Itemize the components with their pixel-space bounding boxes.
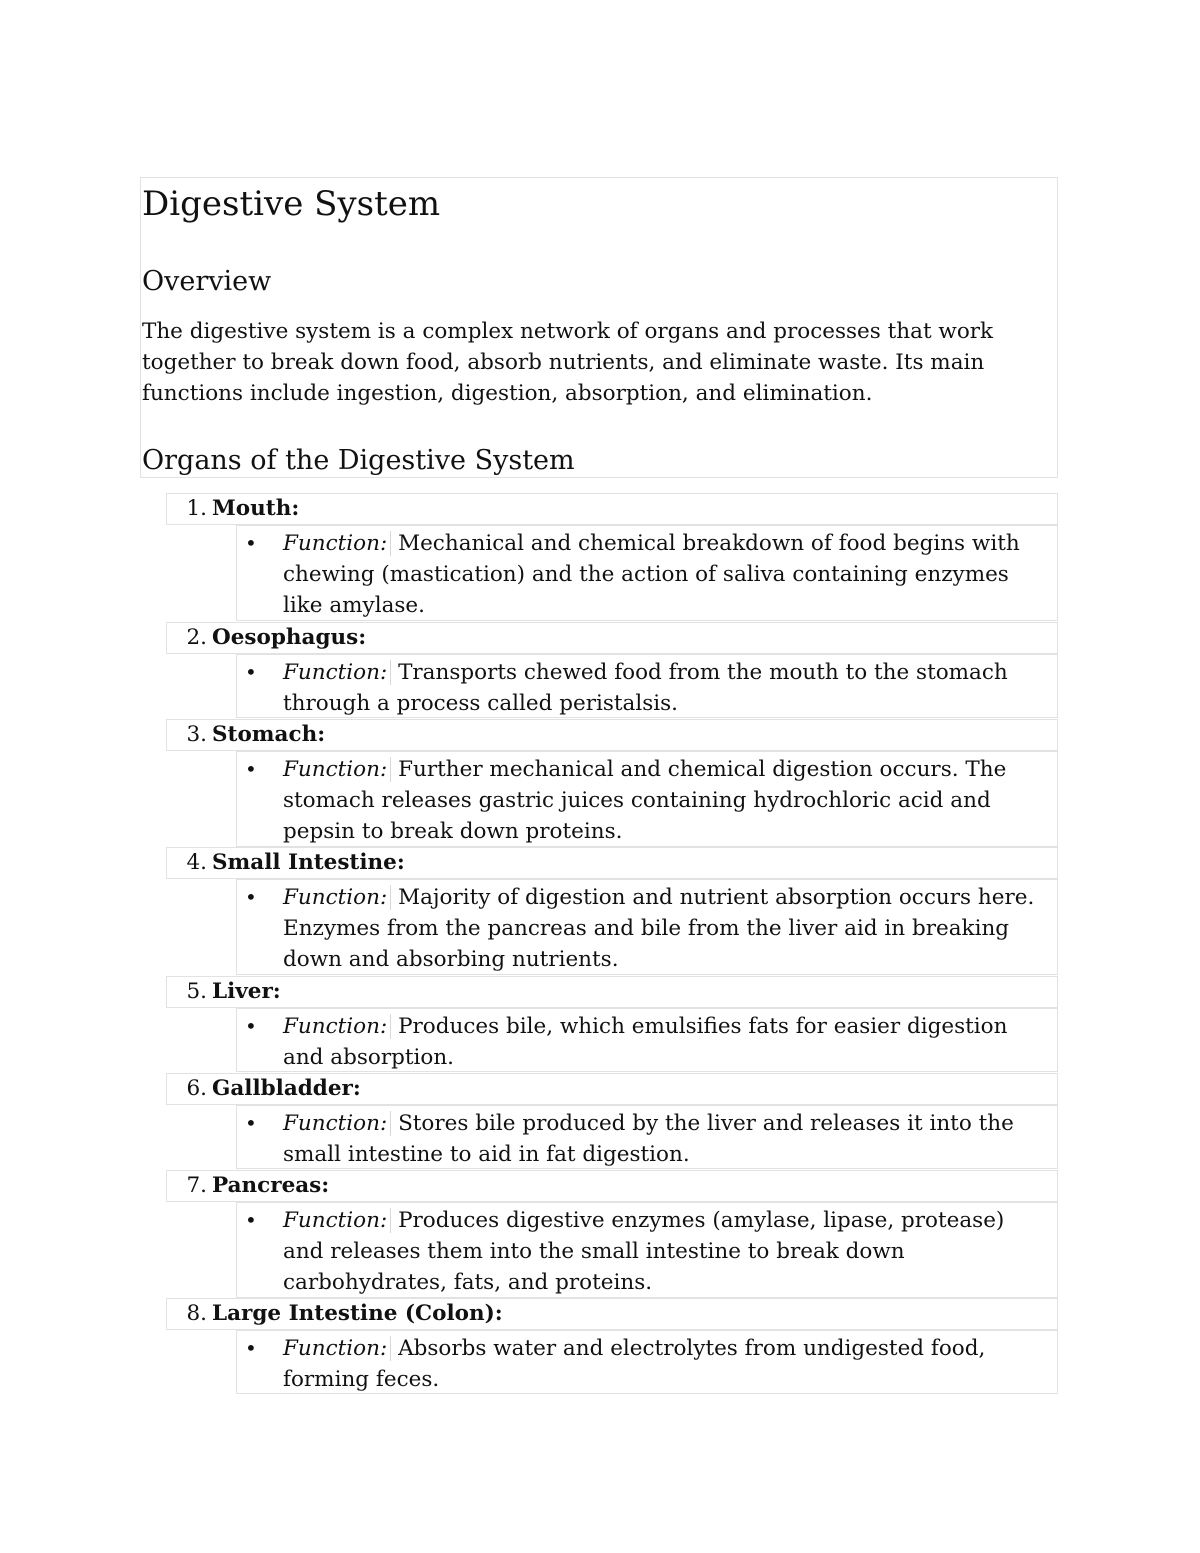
function-description: Stores bile produced by the liver and releases it into the small intestine to aid in fat digestion.	[283, 1111, 1014, 1167]
organ-title-row	[166, 1073, 1058, 1105]
bullet-icon: •	[245, 1111, 257, 1135]
function-label: Function:	[283, 1014, 391, 1039]
function-text	[283, 882, 1051, 975]
function-description: Further mechanical and chemical digestion occurs. The stomach releases gastric juices containing hydrochloric acid and pepsin to break down proteins.	[283, 757, 1007, 844]
bullet-icon: •	[245, 1336, 257, 1360]
function-description: Absorbs water and electrolytes from undigested food, forming feces.	[283, 1336, 986, 1392]
function-row	[236, 751, 1058, 847]
function-label: Function:	[283, 1208, 391, 1233]
document-title: Digestive System	[142, 184, 441, 224]
organ-title-row	[166, 847, 1058, 879]
organ-name: Liver:	[212, 979, 281, 1004]
function-label: Function:	[283, 1336, 391, 1361]
function-text	[283, 1333, 1051, 1395]
list-number: 7.	[186, 1173, 207, 1198]
organ-name: Mouth:	[212, 496, 300, 521]
bullet-icon: •	[245, 1208, 257, 1232]
function-row	[236, 525, 1058, 621]
function-text	[283, 1011, 1051, 1073]
function-label: Function:	[283, 885, 391, 910]
function-text	[283, 1205, 1051, 1298]
organ-name: Stomach:	[212, 722, 326, 747]
organ-title-row	[166, 719, 1058, 751]
function-label: Function:	[283, 660, 391, 685]
bullet-icon: •	[245, 1014, 257, 1038]
organ-name: Large Intestine (Colon):	[212, 1301, 503, 1326]
function-description: Produces digestive enzymes (amylase, lipase, protease) and releases them into the small intestine to break down carbohydrates, fats, and proteins.	[283, 1208, 1005, 1295]
organ-title-row	[166, 976, 1058, 1008]
list-number: 1.	[186, 496, 207, 521]
list-number: 8.	[186, 1301, 207, 1326]
list-number: 4.	[186, 850, 207, 875]
bullet-icon: •	[245, 757, 257, 781]
function-description: Majority of digestion and nutrient absorption occurs here. Enzymes from the pancreas and bile from the liver aid in breaking down and absorbing nutrients.	[283, 885, 1035, 972]
function-description: Produces bile, which emulsifies fats for easier digestion and absorption.	[283, 1014, 1008, 1070]
function-text	[283, 1108, 1051, 1170]
function-row	[236, 1202, 1058, 1298]
organ-name: Oesophagus:	[212, 625, 367, 650]
list-number: 5.	[186, 979, 207, 1004]
bullet-icon: •	[245, 660, 257, 684]
bullet-icon: •	[245, 531, 257, 555]
list-number: 3.	[186, 722, 207, 747]
function-label: Function:	[283, 1111, 391, 1136]
organ-title-row	[166, 493, 1058, 525]
function-row	[236, 1105, 1058, 1169]
organ-name: Pancreas:	[212, 1173, 330, 1198]
function-text	[283, 754, 1051, 847]
function-text	[283, 528, 1051, 621]
bullet-icon: •	[245, 885, 257, 909]
function-row	[236, 1008, 1058, 1072]
function-row	[236, 654, 1058, 718]
overview-paragraph: The digestive system is a complex network of organs and processes that work together to break down food, absorb nutrients, and eliminate waste. Its main functions include ingestion, digestion, absorption, and elimination.	[142, 319, 994, 406]
overview-heading: Overview	[142, 266, 272, 297]
list-number: 2.	[186, 625, 207, 650]
function-row	[236, 879, 1058, 975]
function-text	[283, 657, 1051, 719]
function-row	[236, 1330, 1058, 1394]
function-label: Function:	[283, 757, 391, 782]
organ-title-row	[166, 1298, 1058, 1330]
organ-name: Gallbladder:	[212, 1076, 361, 1101]
function-label: Function:	[283, 531, 391, 556]
organs-heading: Organs of the Digestive System	[142, 445, 575, 476]
function-description: Mechanical and chemical breakdown of food begins with chewing (mastication) and the action of saliva containing enzymes like amylase.	[283, 531, 1020, 618]
function-description: Transports chewed food from the mouth to the stomach through a process called peristalsis.	[283, 660, 1008, 716]
organ-title-row	[166, 622, 1058, 654]
organ-title-row	[166, 1170, 1058, 1202]
list-number: 6.	[186, 1076, 207, 1101]
organ-name: Small Intestine:	[212, 850, 405, 875]
